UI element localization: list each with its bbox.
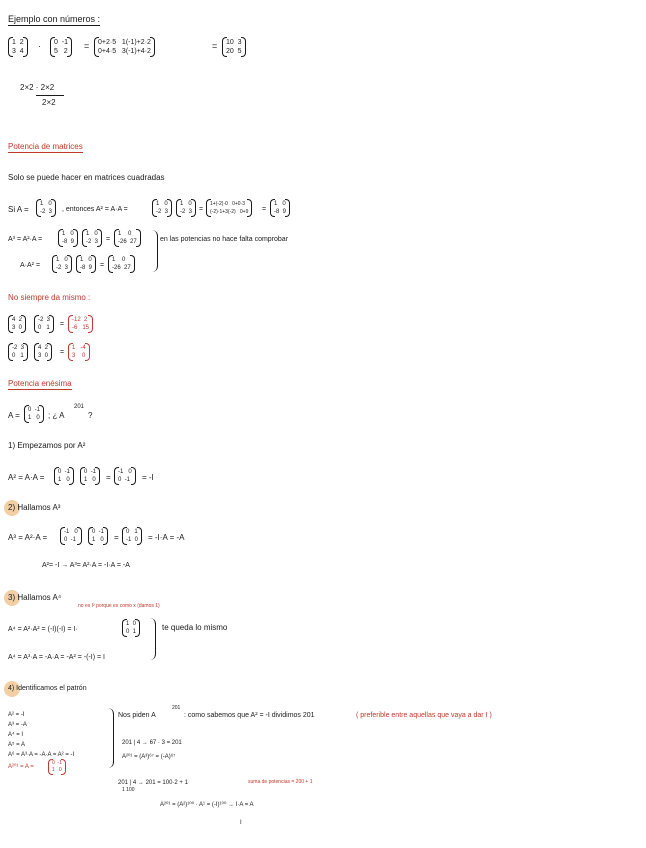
a3-l2-m2: 1 0 -8 9 [76,256,96,272]
s2-note: A²= -I → A³= A²·A = -I·A = -A [42,562,130,569]
matrix-a2-expansion: 1+(-2)·0 0+0·3 (-2)·1+3(-2) 0+9 [206,200,252,216]
r2-m2: 4 2 3 0 [34,344,52,360]
pattern-item-3: A⁴ = I [8,732,24,738]
s2-eq: = [114,533,119,542]
s3-same-note: te queda lo mismo [162,623,228,632]
a3-l2-eq: = [100,262,105,269]
pattern-item-5: A⁶ = A³·A = -A·A = A² = -I [8,752,75,758]
pattern-item-2: A³ = -A [8,722,27,728]
div-line: 201 | 4 → 67 · 3 = 201 [122,740,182,746]
div2-red: suma de potencias = 200 + 1 [248,779,313,785]
final-line: A²⁰¹ = (A²)¹⁰⁰ · A¹ = (-I)¹⁰⁰ → I·A = A [160,802,254,808]
s2-result: 0 1 -1 0 [122,528,142,544]
s1-m2: 0 -1 1 0 [80,468,100,484]
matrix-a: 1 2 3 4 [8,38,28,56]
entonces-label: , entonces A² = A·A = [62,206,128,213]
s1-end: = -I [142,473,154,482]
matrix-result: 10 3 20 5 [222,38,246,56]
a3-l1-eq: = [106,236,111,243]
s3-line2: A⁴ = A³·A = -A·A = -A² = -(-I) = I [8,654,105,661]
matrix-a-1: 1 0 -2 3 [152,200,172,216]
s2-m2: 0 -1 1 0 [88,528,108,544]
s1-m1: 0 -1 1 0 [54,468,74,484]
square-only-note: Solo se puede hacer en matrices cuadradas [8,173,165,182]
equals-2: = [212,41,218,51]
p1-label: Nos piden A [118,712,156,719]
pattern-item-1: A² = -I [8,712,25,718]
brace-pattern [108,708,114,768]
underbrace [36,95,64,96]
r1-m1: 4 2 3 0 [8,316,26,332]
s3-identity: 1 0 0 1 [122,620,140,636]
dimensions-top: 2×2 · 2×2 [20,83,55,92]
equals-4: = [262,206,267,213]
equals-3: = [199,206,204,213]
matrix-a-2: 1 0 -2 3 [176,200,196,216]
section-title-potencia: Potencia de matrices [8,142,83,151]
p1-mid: : como sabemos que A² = -I dividimos 201 [184,712,315,719]
step1-title: 1) Empezamos por A² [8,441,86,450]
matrix-a2-result: 1 0 -8 9 [270,200,290,216]
brace-a3 [152,230,158,272]
a3-l2-m1: 1 0 -2 3 [52,256,72,272]
r1-result: -12 2 -6 15 [68,316,93,332]
a3-line1-label: A³ = A²·A = [8,236,43,243]
pattern-red-label: A²⁰¹ = A = [8,764,34,770]
brace-step3 [150,618,156,660]
a3-comparison-note: en las potencias no hace falta comprobar [160,236,289,243]
matrix-b: 0 -1 5 2 [50,38,72,56]
s3-line1: A⁴ = A²·A² = (-I)(-I) = I· [8,626,78,633]
not-same-title: No siempre da mismo : [8,293,91,302]
div2-line: 201 | 4 → 201 = 100·2 + 1 [118,780,188,786]
r1-eq: = [60,321,65,328]
final-sub: I [240,820,242,826]
r2-result: 1 -4 3 0 [68,344,90,360]
step2-label: A³ = A²·A = [8,533,48,542]
r1-m2: -2 3 0 1 [34,316,54,332]
section-title-enesima: Potencia enésima [8,379,72,388]
q-matrix: 0 -1 1 0 [24,406,44,422]
step2-title: 2) Hallamos A³ [8,503,61,512]
pattern-red-matrix: 0 -1 1 0 [48,760,66,774]
si-a-label: Si A = [8,205,29,214]
example-title: Ejemplo con números : [8,14,101,24]
equals-1: = [84,41,90,51]
q-end: ? [88,411,93,420]
q-exp: 201 [74,404,85,410]
step3-title: 3) Hallamos A⁴ [8,593,62,602]
p1-exp: 201 [172,705,181,711]
matrix-product-expansion: 0+2·5 1(-1)+2·2 0+4·5 3(-1)+4·2 [94,38,155,56]
step1-label: A² = A·A = [8,473,45,482]
pattern-item-4: A⁵ = A [8,742,25,748]
r2-m1: -2 3 0 1 [8,344,28,360]
s2-end: = -I·A = -A [148,533,185,542]
s1-result: -1 0 0 -1 [114,468,136,484]
a3-l1-result: 1 0 -26 27 [114,230,141,246]
dot-op: · [38,41,41,51]
div2-sub: 1 100 [122,787,135,793]
r2-eq: = [60,349,65,356]
step4-title: 4) Identificamos el patrón [8,685,87,692]
a3-l1-m1: 1 0 -8 9 [58,230,78,246]
s1-eq: = [106,473,111,482]
p1-red: ( preferible entre aquellas que vaya a dar I ) [356,712,492,719]
div-line2: A²⁰¹ = (A³)⁶⁷ = (-A)⁶⁷ [122,754,176,760]
s2-m1: -1 0 0 -1 [60,528,82,544]
a3-line2-label: A·A² = [20,262,41,269]
dimensions-bottom: 2×2 [42,98,56,107]
q-post: ; ¿ A [48,411,65,420]
matrix-a-def: 1 0 -2 3 [36,200,56,216]
a3-l1-m2: 1 0 -2 3 [82,230,102,246]
a3-l2-result: 1 0 -26 27 [108,256,135,272]
step3-note: no es I² porque es como x (damos 1) [78,603,160,609]
q-a-label: A = [8,411,20,420]
